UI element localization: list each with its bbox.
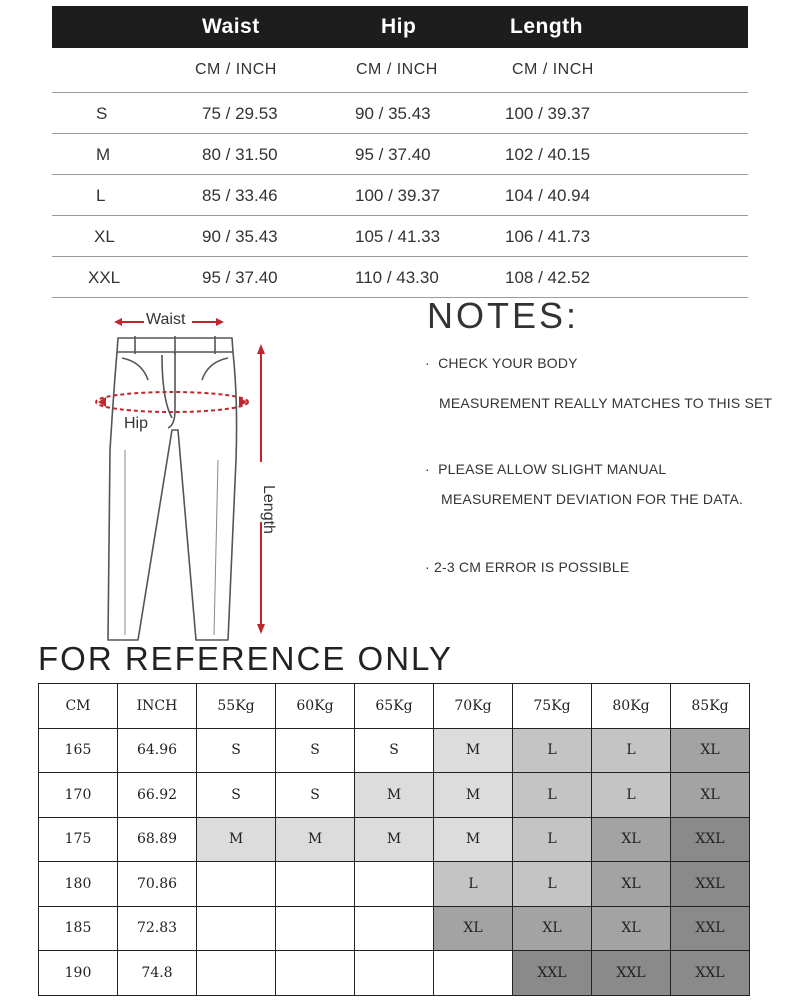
size-recommendation-cell: M: [197, 817, 276, 862]
hip-cell: 100 / 39.37: [355, 186, 441, 205]
reference-table: [38, 683, 750, 996]
length-label: Length: [260, 485, 277, 534]
pants-outline-icon: [80, 300, 300, 650]
reference-row: [39, 817, 750, 862]
size-row: [52, 216, 748, 257]
size-recommendation-cell: [434, 951, 513, 996]
hip-cell: 95 / 37.40: [355, 145, 431, 164]
reference-header-cell: 75Kg: [513, 684, 592, 729]
hip-cell: 110 / 43.30: [355, 268, 439, 287]
size-recommendation-cell: L: [513, 728, 592, 773]
size-recommendation-cell: M: [355, 817, 434, 862]
size-chart-header: [52, 6, 748, 48]
reference-header-cell: 70Kg: [434, 684, 513, 729]
hip-cell: 90 / 35.43: [355, 104, 431, 123]
note-line-1: · CHECK YOUR BODY: [425, 355, 578, 371]
size-recommendation-cell: XL: [592, 817, 671, 862]
reference-row: [39, 951, 750, 996]
size-recommendation-cell: XXL: [671, 817, 750, 862]
length-cell: 106 / 41.73: [505, 227, 591, 246]
size-recommendation-cell: L: [513, 817, 592, 862]
waist-cell: 75 / 29.53: [202, 104, 278, 123]
reference-header-cell: 60Kg: [276, 684, 355, 729]
unit-hip: CM / INCH: [356, 61, 438, 78]
length-cell: 102 / 40.15: [505, 145, 591, 164]
size-recommendation-cell: L: [592, 773, 671, 818]
height-cm-cell: 185: [39, 906, 118, 951]
size-recommendation-cell: S: [197, 773, 276, 818]
height-inch-cell: 74.8: [118, 951, 197, 996]
size-recommendation-cell: L: [513, 773, 592, 818]
size-recommendation-cell: [276, 951, 355, 996]
reference-header-cell: 80Kg: [592, 684, 671, 729]
header-length: Length: [510, 15, 583, 38]
size-row: [52, 257, 748, 298]
bullet: ·: [425, 559, 430, 575]
size-cell: S: [96, 104, 108, 123]
waist-cell: 80 / 31.50: [202, 145, 278, 164]
reference-header-cell: 55Kg: [197, 684, 276, 729]
length-cell: 100 / 39.37: [505, 104, 591, 123]
height-inch-cell: 72.83: [118, 906, 197, 951]
size-cell: XXL: [88, 268, 121, 287]
size-recommendation-cell: S: [276, 728, 355, 773]
bullet: ·: [425, 355, 430, 371]
size-chart: [52, 6, 748, 298]
size-recommendation-cell: XXL: [671, 862, 750, 907]
size-recommendation-cell: [355, 862, 434, 907]
size-recommendation-cell: L: [513, 862, 592, 907]
reference-row: [39, 728, 750, 773]
size-row: [52, 175, 748, 216]
height-cm-cell: 165: [39, 728, 118, 773]
pants-measurement-figure: [80, 300, 300, 650]
hip-cell: 105 / 41.33: [355, 227, 441, 246]
length-cell: 108 / 42.52: [505, 268, 591, 287]
height-inch-cell: 70.86: [118, 862, 197, 907]
size-recommendation-cell: S: [197, 728, 276, 773]
size-recommendation-cell: M: [434, 773, 513, 818]
waist-cell: 90 / 35.43: [202, 227, 278, 246]
height-cm-cell: 175: [39, 817, 118, 862]
height-cm-cell: 170: [39, 773, 118, 818]
size-row: [52, 134, 748, 175]
note-line-5: · 2-3 CM ERROR IS POSSIBLE: [425, 559, 630, 575]
size-recommendation-cell: [276, 906, 355, 951]
notes-title: NOTES:: [427, 295, 580, 336]
height-inch-cell: 64.96: [118, 728, 197, 773]
reference-row: [39, 773, 750, 818]
unit-length: CM / INCH: [512, 61, 594, 78]
size-recommendation-cell: M: [276, 817, 355, 862]
reference-header-cell: INCH: [118, 684, 197, 729]
size-recommendation-cell: XL: [592, 862, 671, 907]
size-recommendation-cell: [355, 951, 434, 996]
hip-label: Hip: [124, 415, 149, 432]
reference-header-cell: 85Kg: [671, 684, 750, 729]
height-inch-cell: 68.89: [118, 817, 197, 862]
reference-row: [39, 906, 750, 951]
header-waist: Waist: [202, 15, 260, 38]
size-recommendation-cell: M: [434, 728, 513, 773]
height-cm-cell: 180: [39, 862, 118, 907]
size-recommendation-cell: L: [592, 728, 671, 773]
unit-waist: CM / INCH: [195, 61, 277, 78]
waist-cell: 95 / 37.40: [202, 268, 278, 287]
size-recommendation-cell: XXL: [513, 951, 592, 996]
reference-header-cell: CM: [39, 684, 118, 729]
waist-label: Waist: [146, 311, 186, 328]
size-recommendation-cell: XXL: [671, 951, 750, 996]
size-cell: XL: [94, 227, 115, 246]
size-recommendation-cell: S: [355, 728, 434, 773]
note-line-2: MEASUREMENT REALLY MATCHES TO THIS SET: [439, 395, 773, 411]
size-chart-units: [52, 48, 748, 93]
size-recommendation-cell: L: [434, 862, 513, 907]
length-cell: 104 / 40.94: [505, 186, 591, 205]
size-recommendation-cell: XXL: [671, 906, 750, 951]
size-cell: L: [96, 186, 106, 205]
note-line-4: MEASUREMENT DEVIATION FOR THE DATA.: [441, 491, 744, 507]
reference-title: FOR REFERENCE ONLY: [38, 640, 453, 677]
reference-header-row: [39, 684, 750, 729]
size-cell: M: [96, 145, 111, 164]
size-row: [52, 93, 748, 134]
bullet: ·: [425, 461, 430, 477]
height-cm-cell: 190: [39, 951, 118, 996]
size-recommendation-cell: S: [276, 773, 355, 818]
size-recommendation-cell: XL: [671, 728, 750, 773]
size-recommendation-cell: XL: [513, 906, 592, 951]
size-recommendation-cell: [355, 906, 434, 951]
size-recommendation-cell: [276, 862, 355, 907]
note-line-3: · PLEASE ALLOW SLIGHT MANUAL: [425, 461, 667, 477]
size-recommendation-cell: [197, 951, 276, 996]
header-hip: Hip: [381, 15, 417, 38]
size-recommendation-cell: M: [355, 773, 434, 818]
size-recommendation-cell: XL: [434, 906, 513, 951]
size-recommendation-cell: XXL: [592, 951, 671, 996]
reference-row: [39, 862, 750, 907]
reference-header-cell: 65Kg: [355, 684, 434, 729]
waist-cell: 85 / 33.46: [202, 186, 278, 205]
size-recommendation-cell: XL: [592, 906, 671, 951]
size-recommendation-cell: [197, 906, 276, 951]
size-recommendation-cell: [197, 862, 276, 907]
size-recommendation-cell: XL: [671, 773, 750, 818]
size-recommendation-cell: M: [434, 817, 513, 862]
height-inch-cell: 66.92: [118, 773, 197, 818]
